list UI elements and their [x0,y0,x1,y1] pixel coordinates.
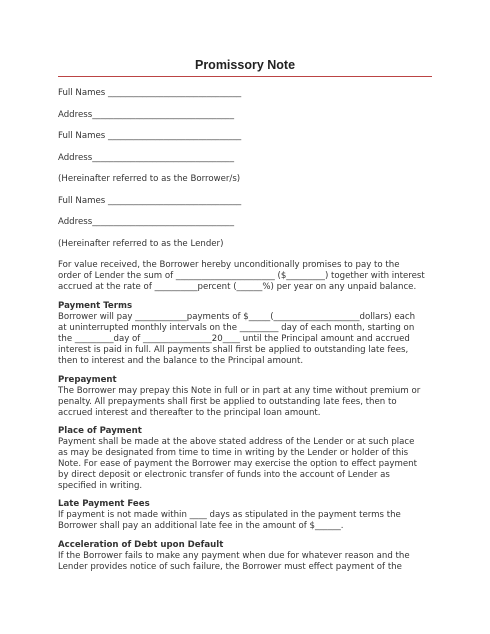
section-line: then to interest and the balance to the Principal amount. [58,356,304,366]
section-line: Payment shall be made at the above stated address of the Lender or at such place [58,437,415,447]
borrower-address-field: Address_________________________________ [58,110,235,120]
section-line: If the Borrower fails to make any payment when due for whatever reason and the [58,551,410,561]
borrower-address-field-2: Address_________________________________ [58,153,235,163]
intro-line: For value received, the Borrower hereby unconditionally promises to pay to the [58,260,400,270]
borrower-full-names-field-2: Full Names _______________________________ [58,131,242,141]
section-prepayment [58,375,438,419]
section-line: Note. For ease of payment the Borrower may exercise the option to effect payment [58,459,417,469]
section-late-payment-fees [58,499,438,532]
section-heading: Payment Terms [58,301,133,311]
section-line: interest is paid in full. All payments shall first be applied to outstanding late fees, [58,345,409,355]
section-heading: Late Payment Fees [58,499,150,509]
section-acceleration-of-debt [58,540,438,573]
lender-address-field: Address_________________________________ [58,217,235,227]
section-line: the _________day of ________________20____ until the Principal amount and accrued [58,334,410,344]
section-payment-terms [58,301,438,367]
section-line: at uninterrupted monthly intervals on the _________ day of each month, starting on [58,323,415,333]
title-divider [58,76,432,77]
section-heading: Place of Payment [58,426,142,436]
intro-line: accrued at the rate of __________percent (______%) per year on any unpaid balance. [58,282,417,292]
intro-paragraph [58,260,438,293]
section-line: Borrower shall pay an additional late fee in the amount of $______. [58,521,344,531]
lender-full-names-field: Full Names _______________________________ [58,196,242,206]
section-heading: Acceleration of Debt upon Default [58,540,224,550]
document-title: Promissory Note [194,58,296,72]
section-heading: Prepayment [58,375,117,385]
section-line: by direct deposit or electronic transfer of funds into the account of Lender as [58,470,390,480]
section-line: accrued interest and thereafter to the principal loan amount. [58,408,321,418]
section-line: Lender provides notice of such failure, the Borrower must effect payment of the [58,562,402,572]
section-place-of-payment [58,426,438,492]
section-line: Borrower will pay ____________payments of $_____(____________________dollars) each [58,312,416,322]
borrower-reference-note: (Hereinafter referred to as the Borrower/s) [58,174,241,184]
section-line: If payment is not made within ____ days as stipulated in the payment terms the [58,510,401,520]
section-line: as may be designated from time to time in writing by the Lender or holder of this [58,448,409,458]
intro-line: order of Lender the sum of _______________________ ($_________) together with interest [58,271,425,281]
borrower-full-names-field: Full Names _______________________________ [58,88,242,98]
section-line: penalty. All prepayments shall first be applied to outstanding late fees, then to [58,397,397,407]
section-line: The Borrower may prepay this Note in full or in part at any time without premium or [58,386,421,396]
section-line: specified in writing. [58,481,143,491]
lender-reference-note: (Hereinafter referred to as the Lender) [58,239,224,249]
